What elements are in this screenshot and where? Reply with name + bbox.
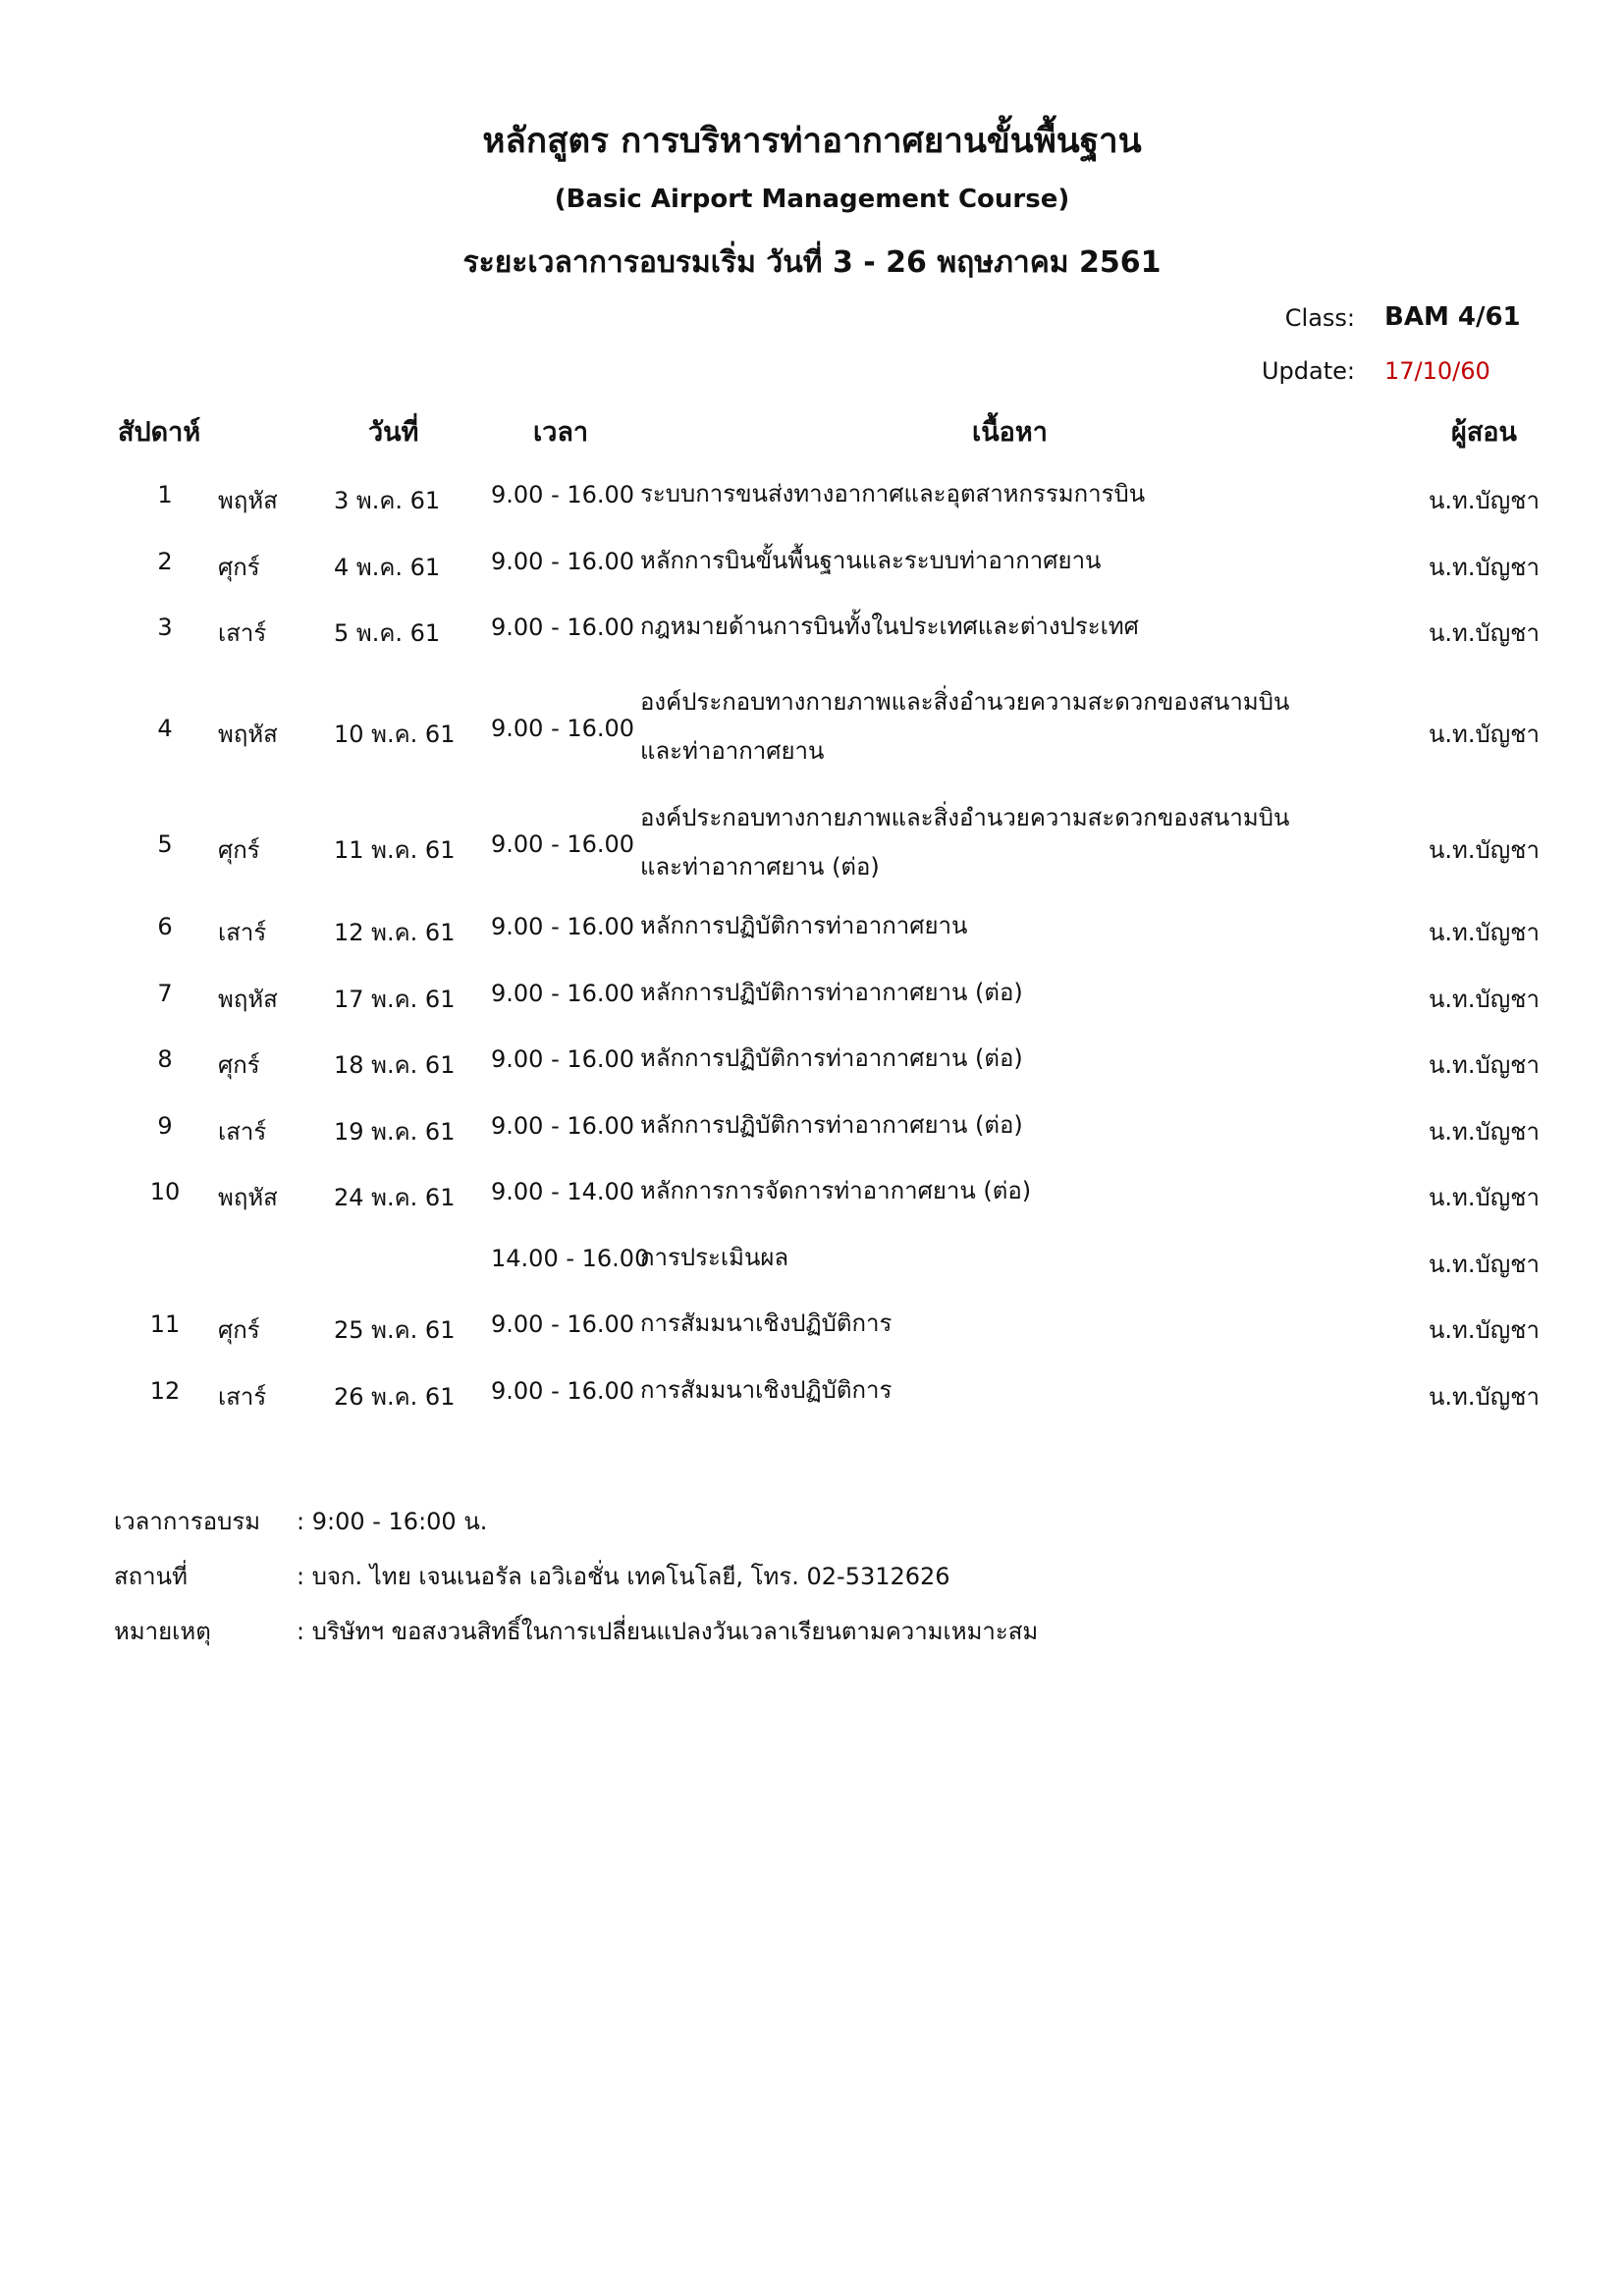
- row-content-line: หลักการปฏิบัติการท่าอากาศยาน (ต่อ): [640, 1111, 1023, 1139]
- row-date: 5 พ.ค. 61: [334, 619, 441, 647]
- row-time: 9.00 - 16.00: [491, 715, 635, 742]
- row-time: 9.00 - 16.00: [491, 481, 635, 508]
- row-date: 25 พ.ค. 61: [334, 1316, 456, 1344]
- row-content-line: หลักการการจัดการท่าอากาศยาน (ต่อ): [640, 1177, 1032, 1204]
- row-week: 12: [149, 1377, 181, 1405]
- row-day: เสาร์: [218, 1118, 267, 1146]
- row-content-line: ระบบการขนส่งทางอากาศและอุตสาหกรรมการบิน: [640, 480, 1146, 507]
- row-instructor: น.ท.บัญชา: [1429, 1316, 1540, 1344]
- row-date: 11 พ.ค. 61: [334, 836, 456, 864]
- row-content-line: หลักการปฏิบัติการท่าอากาศยาน (ต่อ): [640, 1044, 1023, 1072]
- row-date: 19 พ.ค. 61: [334, 1118, 456, 1146]
- training-period: ระยะเวลาการอบรมเริ่ม วันที่ 3 - 26 พฤษภาคม 2561: [462, 245, 1162, 280]
- row-time: 9.00 - 16.00: [491, 913, 635, 940]
- row-week: 5: [157, 830, 173, 858]
- row-instructor: น.ท.บัญชา: [1429, 721, 1540, 748]
- row-week: 2: [157, 548, 173, 575]
- row-date: 24 พ.ค. 61: [334, 1184, 456, 1211]
- row-instructor: น.ท.บัญชา: [1429, 836, 1540, 864]
- row-week: 3: [157, 614, 173, 641]
- class-label: Class:: [1284, 304, 1355, 332]
- column-header-week: สัปดาห์: [118, 417, 201, 448]
- row-time: 9.00 - 16.00: [491, 830, 635, 858]
- row-content-line: กฎหมายด้านการบินทั้งในประเทศและต่างประเทศ: [640, 613, 1139, 640]
- row-instructor: น.ท.บัญชา: [1429, 1051, 1540, 1079]
- row-instructor: น.ท.บัญชา: [1429, 619, 1540, 647]
- note-value: : บริษัทฯ ขอสงวนสิทธิ์ในการเปลี่ยนแปลงวันเวลาเรียนตามความเหมาะสม: [297, 1618, 1039, 1645]
- row-instructor: น.ท.บัญชา: [1429, 1184, 1540, 1211]
- row-week: 4: [157, 715, 173, 742]
- row-date: 17 พ.ค. 61: [334, 986, 456, 1013]
- column-header-time: เวลา: [533, 417, 589, 448]
- row-time: 9.00 - 16.00: [491, 1310, 635, 1338]
- row-day: พฤหัส: [218, 1184, 278, 1211]
- row-time: 9.00 - 16.00: [491, 614, 635, 641]
- row-day: เสาร์: [218, 1383, 267, 1411]
- training-time-value: : 9:00 - 16:00 น.: [297, 1508, 488, 1535]
- row-instructor: น.ท.บัญชา: [1429, 1118, 1540, 1146]
- row-time: 9.00 - 16.00: [491, 548, 635, 575]
- row-day: ศุกร์: [218, 554, 260, 581]
- row-date: 4 พ.ค. 61: [334, 554, 441, 581]
- row-day: เสาร์: [218, 919, 267, 946]
- row-day: เสาร์: [218, 619, 267, 647]
- row-time: 14.00 - 16.00: [491, 1245, 650, 1272]
- location-label: สถานที่: [114, 1563, 188, 1590]
- row-week: 10: [149, 1178, 181, 1205]
- row-week: 11: [149, 1310, 181, 1338]
- row-time: 9.00 - 14.00: [491, 1178, 635, 1205]
- row-date: 3 พ.ค. 61: [334, 487, 441, 514]
- row-time: 9.00 - 16.00: [491, 1045, 635, 1073]
- row-instructor: น.ท.บัญชา: [1429, 986, 1540, 1013]
- row-time: 9.00 - 16.00: [491, 1377, 635, 1405]
- note-label: หมายเหตุ: [114, 1618, 211, 1645]
- row-instructor: น.ท.บัญชา: [1429, 487, 1540, 514]
- course-title-english: (Basic Airport Management Course): [554, 185, 1070, 214]
- row-instructor: น.ท.บัญชา: [1429, 554, 1540, 581]
- row-day: พฤหัส: [218, 986, 278, 1013]
- row-week: 1: [157, 481, 173, 508]
- row-content-line: และท่าอากาศยาน (ต่อ): [640, 853, 880, 881]
- row-day: ศุกร์: [218, 1051, 260, 1079]
- update-label: Update:: [1261, 357, 1355, 385]
- row-week: 8: [157, 1045, 173, 1073]
- row-date: 26 พ.ค. 61: [334, 1383, 456, 1411]
- row-day: พฤหัส: [218, 721, 278, 748]
- update-value: 17/10/60: [1384, 357, 1490, 385]
- row-date: 10 พ.ค. 61: [334, 721, 456, 748]
- row-date: 18 พ.ค. 61: [334, 1051, 456, 1079]
- row-content-line: องค์ประกอบทางกายภาพและสิ่งอำนวยความสะดวกของสนามบิน: [640, 804, 1290, 831]
- row-instructor: น.ท.บัญชา: [1429, 919, 1540, 946]
- row-time: 9.00 - 16.00: [491, 1112, 635, 1140]
- row-content-line: การประเมินผล: [640, 1244, 789, 1271]
- location-value: : บจก. ไทย เจนเนอรัล เอวิเอชั่น เทคโนโลยี, โทร. 02-5312626: [297, 1563, 950, 1590]
- row-day: ศุกร์: [218, 836, 260, 864]
- column-header-date: วันที่: [368, 417, 419, 448]
- row-content-line: และท่าอากาศยาน: [640, 737, 825, 765]
- row-week: 6: [157, 913, 173, 940]
- row-time: 9.00 - 16.00: [491, 980, 635, 1007]
- course-title-thai: หลักสูตร การบริหารท่าอากาศยานขั้นพื้นฐาน: [482, 122, 1142, 161]
- row-week: 7: [157, 980, 173, 1007]
- row-instructor: น.ท.บัญชา: [1429, 1383, 1540, 1411]
- row-content-line: การสัมมนาเชิงปฏิบัติการ: [640, 1309, 893, 1337]
- class-value: BAM 4/61: [1384, 302, 1521, 332]
- row-week: 9: [157, 1112, 173, 1140]
- row-content-line: องค์ประกอบทางกายภาพและสิ่งอำนวยความสะดวกของสนามบิน: [640, 688, 1290, 716]
- column-header-content: เนื้อหา: [972, 417, 1048, 448]
- row-content-line: หลักการบินขั้นพื้นฐานและระบบท่าอากาศยาน: [640, 547, 1102, 574]
- row-date: 12 พ.ค. 61: [334, 919, 456, 946]
- row-day: พฤหัส: [218, 487, 278, 514]
- row-content-line: หลักการปฏิบัติการท่าอากาศยาน (ต่อ): [640, 979, 1023, 1006]
- row-day: ศุกร์: [218, 1316, 260, 1344]
- training-time-label: เวลาการอบรม: [114, 1508, 261, 1535]
- row-content-line: หลักการปฏิบัติการท่าอากาศยาน: [640, 912, 968, 939]
- row-content-line: การสัมมนาเชิงปฏิบัติการ: [640, 1376, 893, 1404]
- row-instructor: น.ท.บัญชา: [1429, 1251, 1540, 1278]
- column-header-instructor: ผู้สอน: [1451, 417, 1517, 448]
